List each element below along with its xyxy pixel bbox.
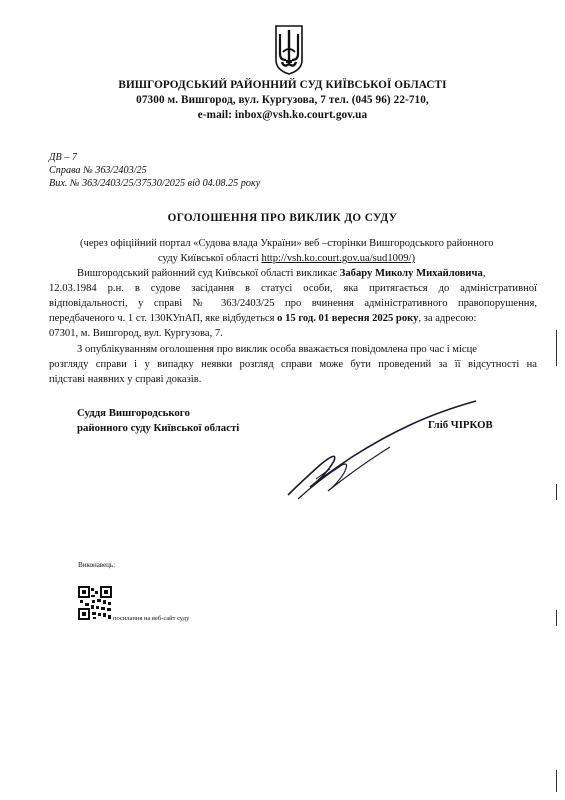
intro-line-1: (через офіційний портал «Судова влада України» веб –сторінки Вишгородського районного (80, 238, 494, 249)
body-line-4-end: , за адресою: (418, 313, 477, 324)
qr-caption: посилання на веб-сайт суду (113, 615, 190, 622)
court-email: e-mail: inbox@vsh.ko.court.gov.ua (197, 109, 368, 121)
notice-line-3: підставі наявних у справі доказів. (49, 374, 202, 385)
intro-line-2 (158, 251, 415, 267)
court-address: 07300 м. Вишгород, вул. Кургузова, 7 тел. (045 96) 22-710, (136, 94, 429, 106)
body-line-4 (49, 311, 539, 327)
court-name: ВИШГОРОДСЬКИЙ РАЙОННИЙ СУД КИЇВСЬКОЇ ОБЛАСТІ (118, 79, 447, 91)
body-line-3: відповідальності, у справі № 363/2403/25 про вчинення адміністративного правопорушення, (49, 298, 537, 309)
summoned-person: Забару Миколу Михайловича (339, 268, 483, 279)
outgoing-number: Вих. № 363/2403/25/37530/2025 від 04.08.25 року (49, 178, 261, 189)
document-code: ДВ – 7 (49, 152, 77, 163)
scan-edge-mark (556, 770, 557, 792)
notice-line-2: розгляду справи і у випадку неявки розгляд справи може бути проведений за її відсутності на (49, 359, 537, 370)
hearing-datetime: о 15 год. 01 вересня 2025 року (277, 313, 419, 324)
body-line-1-text: Вишгородський районний суд Київської області викликає (77, 268, 340, 279)
body-line-4-text: передбаченого ч. 1 ст. 130КУпАП, яке відбудеться (49, 313, 278, 324)
scan-edge-mark (556, 610, 557, 626)
trident-coat-of-arms-icon (274, 24, 304, 76)
body-line-5: 07301, м. Вишгород, вул. Кургузова, 7. (49, 328, 223, 339)
intro-text: суду Київської області (158, 253, 262, 264)
body-line-1 (77, 266, 537, 282)
qr-code-icon[interactable] (78, 586, 112, 620)
judge-position-line-2: районного суду Київської області (77, 421, 240, 434)
document-title: ОГОЛОШЕННЯ ПРО ВИКЛИК ДО СУДУ (167, 212, 398, 224)
judge-position (77, 406, 239, 435)
body-line-2: 12.03.1984 р.н. в судове засідання в статусі особи, яка притягається до адміністративної (49, 283, 537, 294)
judge-position-line-1: Суддя Вишгородського (77, 407, 190, 419)
judge-signature-icon (280, 395, 480, 505)
judge-name: Гліб ЧІРКОВ (428, 419, 493, 431)
case-number: Справа № 363/2403/25 (49, 165, 147, 176)
court-website-link[interactable]: http://vsh.ko.court.gov.ua/sud1009/) (261, 253, 416, 264)
body-line-1-end: , (482, 268, 486, 279)
notice-line-1: З опублікуванням оголошення про виклик особа вважається повідомлена про час і місце (77, 344, 478, 355)
scan-edge-mark (556, 330, 557, 366)
scan-edge-mark (556, 484, 557, 500)
executor-label: Виконавець: (78, 561, 116, 569)
